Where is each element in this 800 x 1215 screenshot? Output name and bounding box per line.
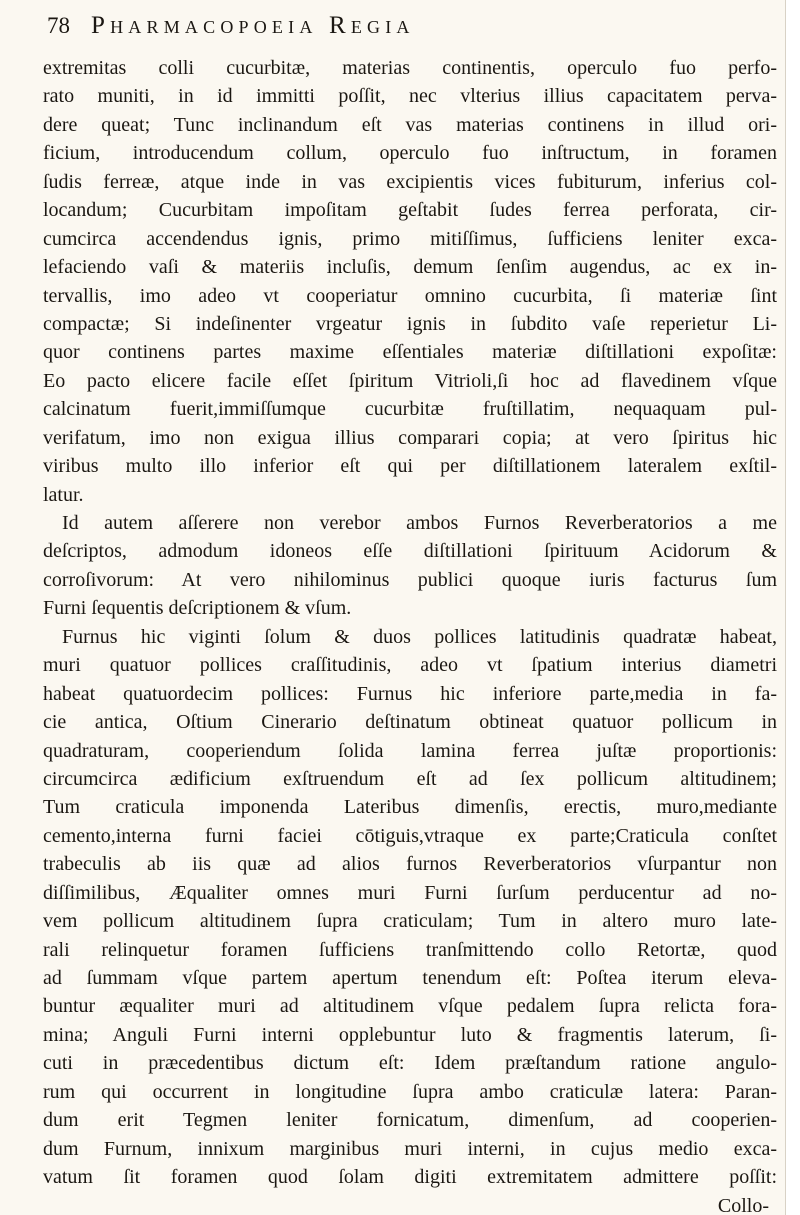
text-line: dum erit Tegmen leniter fornicatum, dimenſum, ad cooperien-	[43, 1109, 777, 1132]
text-line: rato muniti, in id immitti poſſit, nec vlterius illius capacitatem perva-	[43, 85, 777, 108]
text-line: muri quatuor pollices craſſitudinis, adeo vt ſpatium interius diametri	[43, 654, 777, 677]
text-line: cemento,interna furni faciei cōtiguis,vtraque ex parte;Craticula conſtet	[43, 824, 777, 847]
text-line: cumcirca accendendus ignis, primo mitiſſimus, ſufficiens leniter exca-	[43, 227, 777, 250]
text-line: habeat quatuordecim pollices: Furnus hic inferiore parte,media in fa-	[43, 682, 777, 705]
text-line: cuti in præcedentibus dictum eſt: Idem præſtandum ratione angulo-	[43, 1052, 777, 1075]
text-line: quadraturam, cooperiendum ſolida lamina ferrea juſtæ proportionis:	[43, 739, 777, 762]
page-edge	[785, 0, 800, 1215]
text-line: diſſimilibus, Æqualiter omnes muri Furni ſurſum perducentur ad no-	[43, 881, 777, 904]
text-line: locandum; Cucurbitam impoſitam geſtabit ſudes ferrea perforata, cir-	[43, 199, 777, 222]
text-line: buntur æqualiter muri ad altitudinem vſque pedalem ſupra relicta fora-	[43, 995, 777, 1018]
text-line: dum Furnum, innixum marginibus muri interni, in cujus medio exca-	[43, 1137, 777, 1160]
text-line: viribus multo illo inferior eſt qui per diſtillationem lateralem exſtil-	[43, 455, 777, 478]
text-line: mina; Anguli Furni interni opplebuntur luto & fragmentis laterum, ſi-	[43, 1023, 777, 1046]
text-line: deſcriptos, admodum idoneos eſſe diſtillationi ſpirituum Acidorum &	[43, 540, 777, 563]
text-line: compactæ; Si indeſinenter vrgeatur ignis in ſubdito vaſe reperietur Li-	[43, 312, 777, 335]
text-line: corroſivorum: At vero nihilominus publici quoque iuris facturus ſum	[43, 568, 777, 591]
text-line: Tum craticula imponenda Lateribus dimenſis, erectis, muro,mediante	[43, 796, 777, 819]
text-line: extremitas colli cucurbitæ, materias continentis, operculo fuo perfo-	[43, 57, 777, 79]
text-line: Eo pacto elicere facile eſſet ſpiritum Vitrioli,ſi hoc ad flavedinem vſque	[43, 369, 777, 392]
text-line: calcinatum fuerit,immiſſumque cucurbitæ fruſtillatim, nequaquam pul-	[43, 398, 777, 421]
text-line: trabeculis ab iis quæ ad alios furnos Reverberatorios vſurpantur non	[43, 853, 777, 876]
text-line: tervallis, imo adeo vt cooperiatur omnino cucurbita, ſi materiæ ſint	[43, 284, 777, 307]
latin-text-block	[43, 54, 777, 1215]
text-line: lefaciendo vaſi & materiis incluſis, demum ſenſim augendus, ac ex in-	[43, 256, 777, 279]
text-line: circumcirca ædificium exſtruendum eſt ad ſex pollicum altitudinem;	[43, 767, 777, 790]
paragraph-start-line: Furnus hic viginti ſolum & duos pollices latitudinis quadratæ habeat,	[62, 625, 777, 648]
text-line: ad ſummam vſque partem apertum tenendum eſt: Poſtea iterum eleva-	[43, 967, 777, 989]
paragraph-start-line: Id autem aſſerere non verebor ambos Furnos Reverberatorios a me	[62, 512, 777, 534]
text-line: rali relinquetur foramen ſufficiens tranſmittendo collo Retortæ, quod	[43, 938, 777, 961]
text-line: latur.	[43, 483, 84, 506]
page-number: 78	[47, 13, 70, 38]
text-line: rum qui occurrent in longitudine ſupra ambo craticulæ latera: Paran-	[43, 1080, 777, 1103]
catchword: Collo-	[717, 1194, 769, 1215]
text-line: Furni ſequentis deſcriptionem & vſum.	[43, 597, 352, 620]
running-head: Pharmacopoeia Regia	[91, 12, 415, 39]
text-line: dere queat; Tunc inclinandum eſt vas materias continens in illud ori-	[43, 113, 777, 136]
page-header	[47, 12, 747, 46]
text-line: vem pollicum altitudinem ſupra craticulam; Tum in altero muro late-	[43, 910, 777, 933]
text-line: cie antica, Oſtium Cinerario deſtinatum obtineat quatuor pollicum in	[43, 711, 777, 734]
text-line: ſudis ferreæ, atque inde in vas excipientis vices fubiturum, inferius col-	[43, 170, 777, 193]
text-line: quor continens partes maxime eſſentiales materiæ diſtillationi expoſitæ:	[43, 341, 777, 364]
text-line: vatum ſit foramen quod ſolam digiti extremitatem admittere poſſit:	[43, 1166, 777, 1189]
text-line: verifatum, imo non exigua illius comparari copia; at vero ſpiritus hic	[43, 426, 777, 449]
text-line: ficium, introducendum collum, operculo fuo inſtructum, in foramen	[43, 142, 777, 165]
